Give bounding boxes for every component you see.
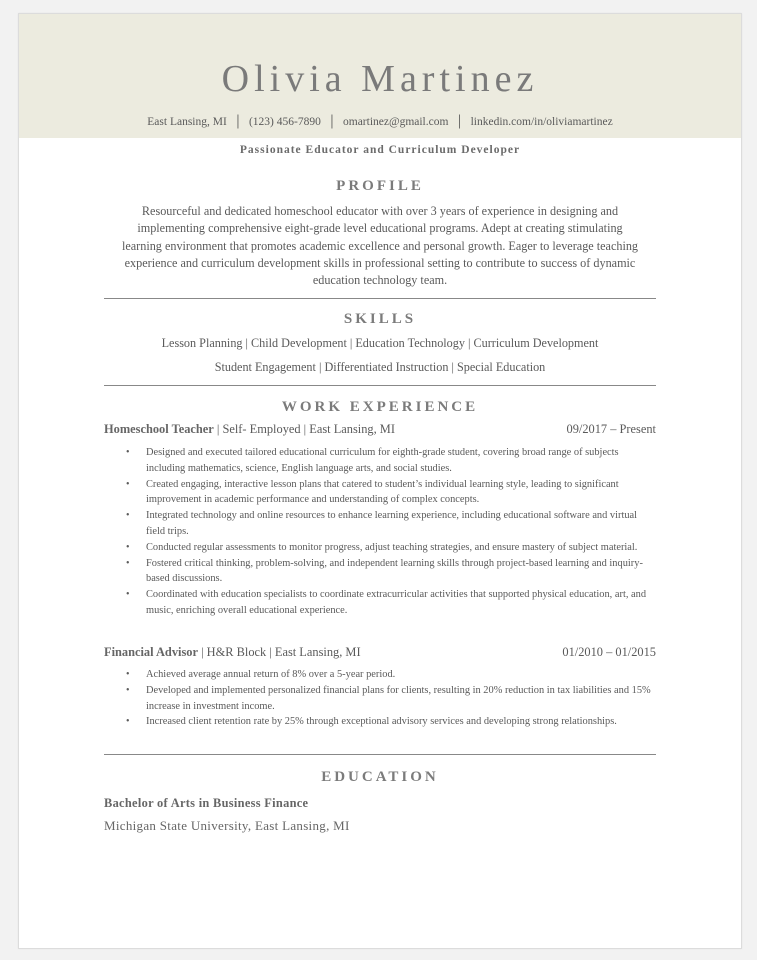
job-bullet: • Developed and implemented personalized financial plans for clients, resulting in 20% reduction in tax liabilities and 15% increase in investment income. [126,683,656,715]
contact-line [19,116,741,128]
skills-heading: SKILLS [343,311,417,327]
profile-heading: PROFILE [336,178,424,194]
contact-separator: │ [327,116,336,128]
degree: Bachelor of Arts in Business Finance [104,796,309,810]
headline: Passionate Educator and Curriculum Developer [239,144,521,156]
job-details: | H&R Block | East Lansing, MI [197,645,361,659]
job-bullets [126,445,656,619]
work-experience-heading: WORK EXPERIENCE [281,399,479,415]
job-header [104,422,656,437]
job-bullet: • Fostered critical thinking, problem-solving, and independent learning skills through project-based learning and inquiry-based discussions. [126,556,656,588]
job-title: Homeschool Teacher [104,422,214,436]
profile-line: Resourceful and dedicated homeschool educator with over 3 years of experience in designing and [141,204,619,218]
job-header [104,645,656,660]
job-details: | Self- Employed | East Lansing, MI [213,422,395,436]
profile-line: experience and curriculum development skills in professional setting to contribute to success of dynamic [124,255,636,270]
job-bullet: • Created engaging, interactive lesson plans that catered to student’s individual learning style, leading to significant improvement in academic performance and understanding of complex concepts. [126,477,656,509]
contact-separator: │ [233,116,242,128]
profile-summary [104,203,656,289]
job-dates: 01/2010 – 01/2015 [562,645,656,659]
contact-location: East Lansing, MI [147,116,227,128]
job-title: Financial Advisor [104,645,198,659]
contact-linkedin[interactable]: linkedin.com/in/oliviamartinez [470,116,613,128]
job-bullet: • Integrated technology and online resources to enhance learning experience, including educational software and virtual field trips. [126,508,656,540]
job-bullet: • Achieved average annual return of 8% over a 5-year period. [126,667,656,683]
candidate-name: Olivia Martinez [221,58,539,100]
section-divider [104,298,656,299]
job-bullet: • Designed and executed tailored educational curriculum for eighth-grade student, covering broad range of subjects including mathematics, science, English language arts, and social studies. [126,445,656,477]
job-dates: 09/2017 – Present [566,422,656,436]
school: Michigan State University, East Lansing, MI [104,818,350,833]
profile-line: learning environment that promotes academic excellence and personal growth. Eager to leverage teaching [121,238,639,253]
profile-line: implementing comprehensive eight-grade level educational programs. Adept at creating stimulating [137,221,623,236]
section-divider [104,385,656,386]
job-bullet: • Conducted regular assessments to monitor progress, adjust teaching strategies, and ensure mastery of subject material. [126,540,656,556]
education-heading: EDUCATION [321,769,439,785]
job-bullet: • Increased client retention rate by 25% through exceptional advisory services and developing strong relationships. [126,714,656,730]
contact-email[interactable]: omartinez@gmail.com [343,116,449,128]
skills-line-1: Lesson Planning | Child Development | Education Technology | Curriculum Development [161,336,599,350]
job-bullet: • Coordinated with education specialists to coordinate extracurricular activities that supported physical education, art, and music, enriching overall educational experience. [126,587,656,619]
section-divider [104,754,656,755]
job-bullets [126,667,656,730]
profile-line: education technology team. [312,273,448,288]
contact-separator: │ [455,116,464,128]
skills-line-2: Student Engagement | Differentiated Instruction | Special Education [214,360,546,374]
contact-phone: (123) 456-7890 [248,116,321,128]
resume-header [19,14,741,138]
resume-page [18,13,742,949]
